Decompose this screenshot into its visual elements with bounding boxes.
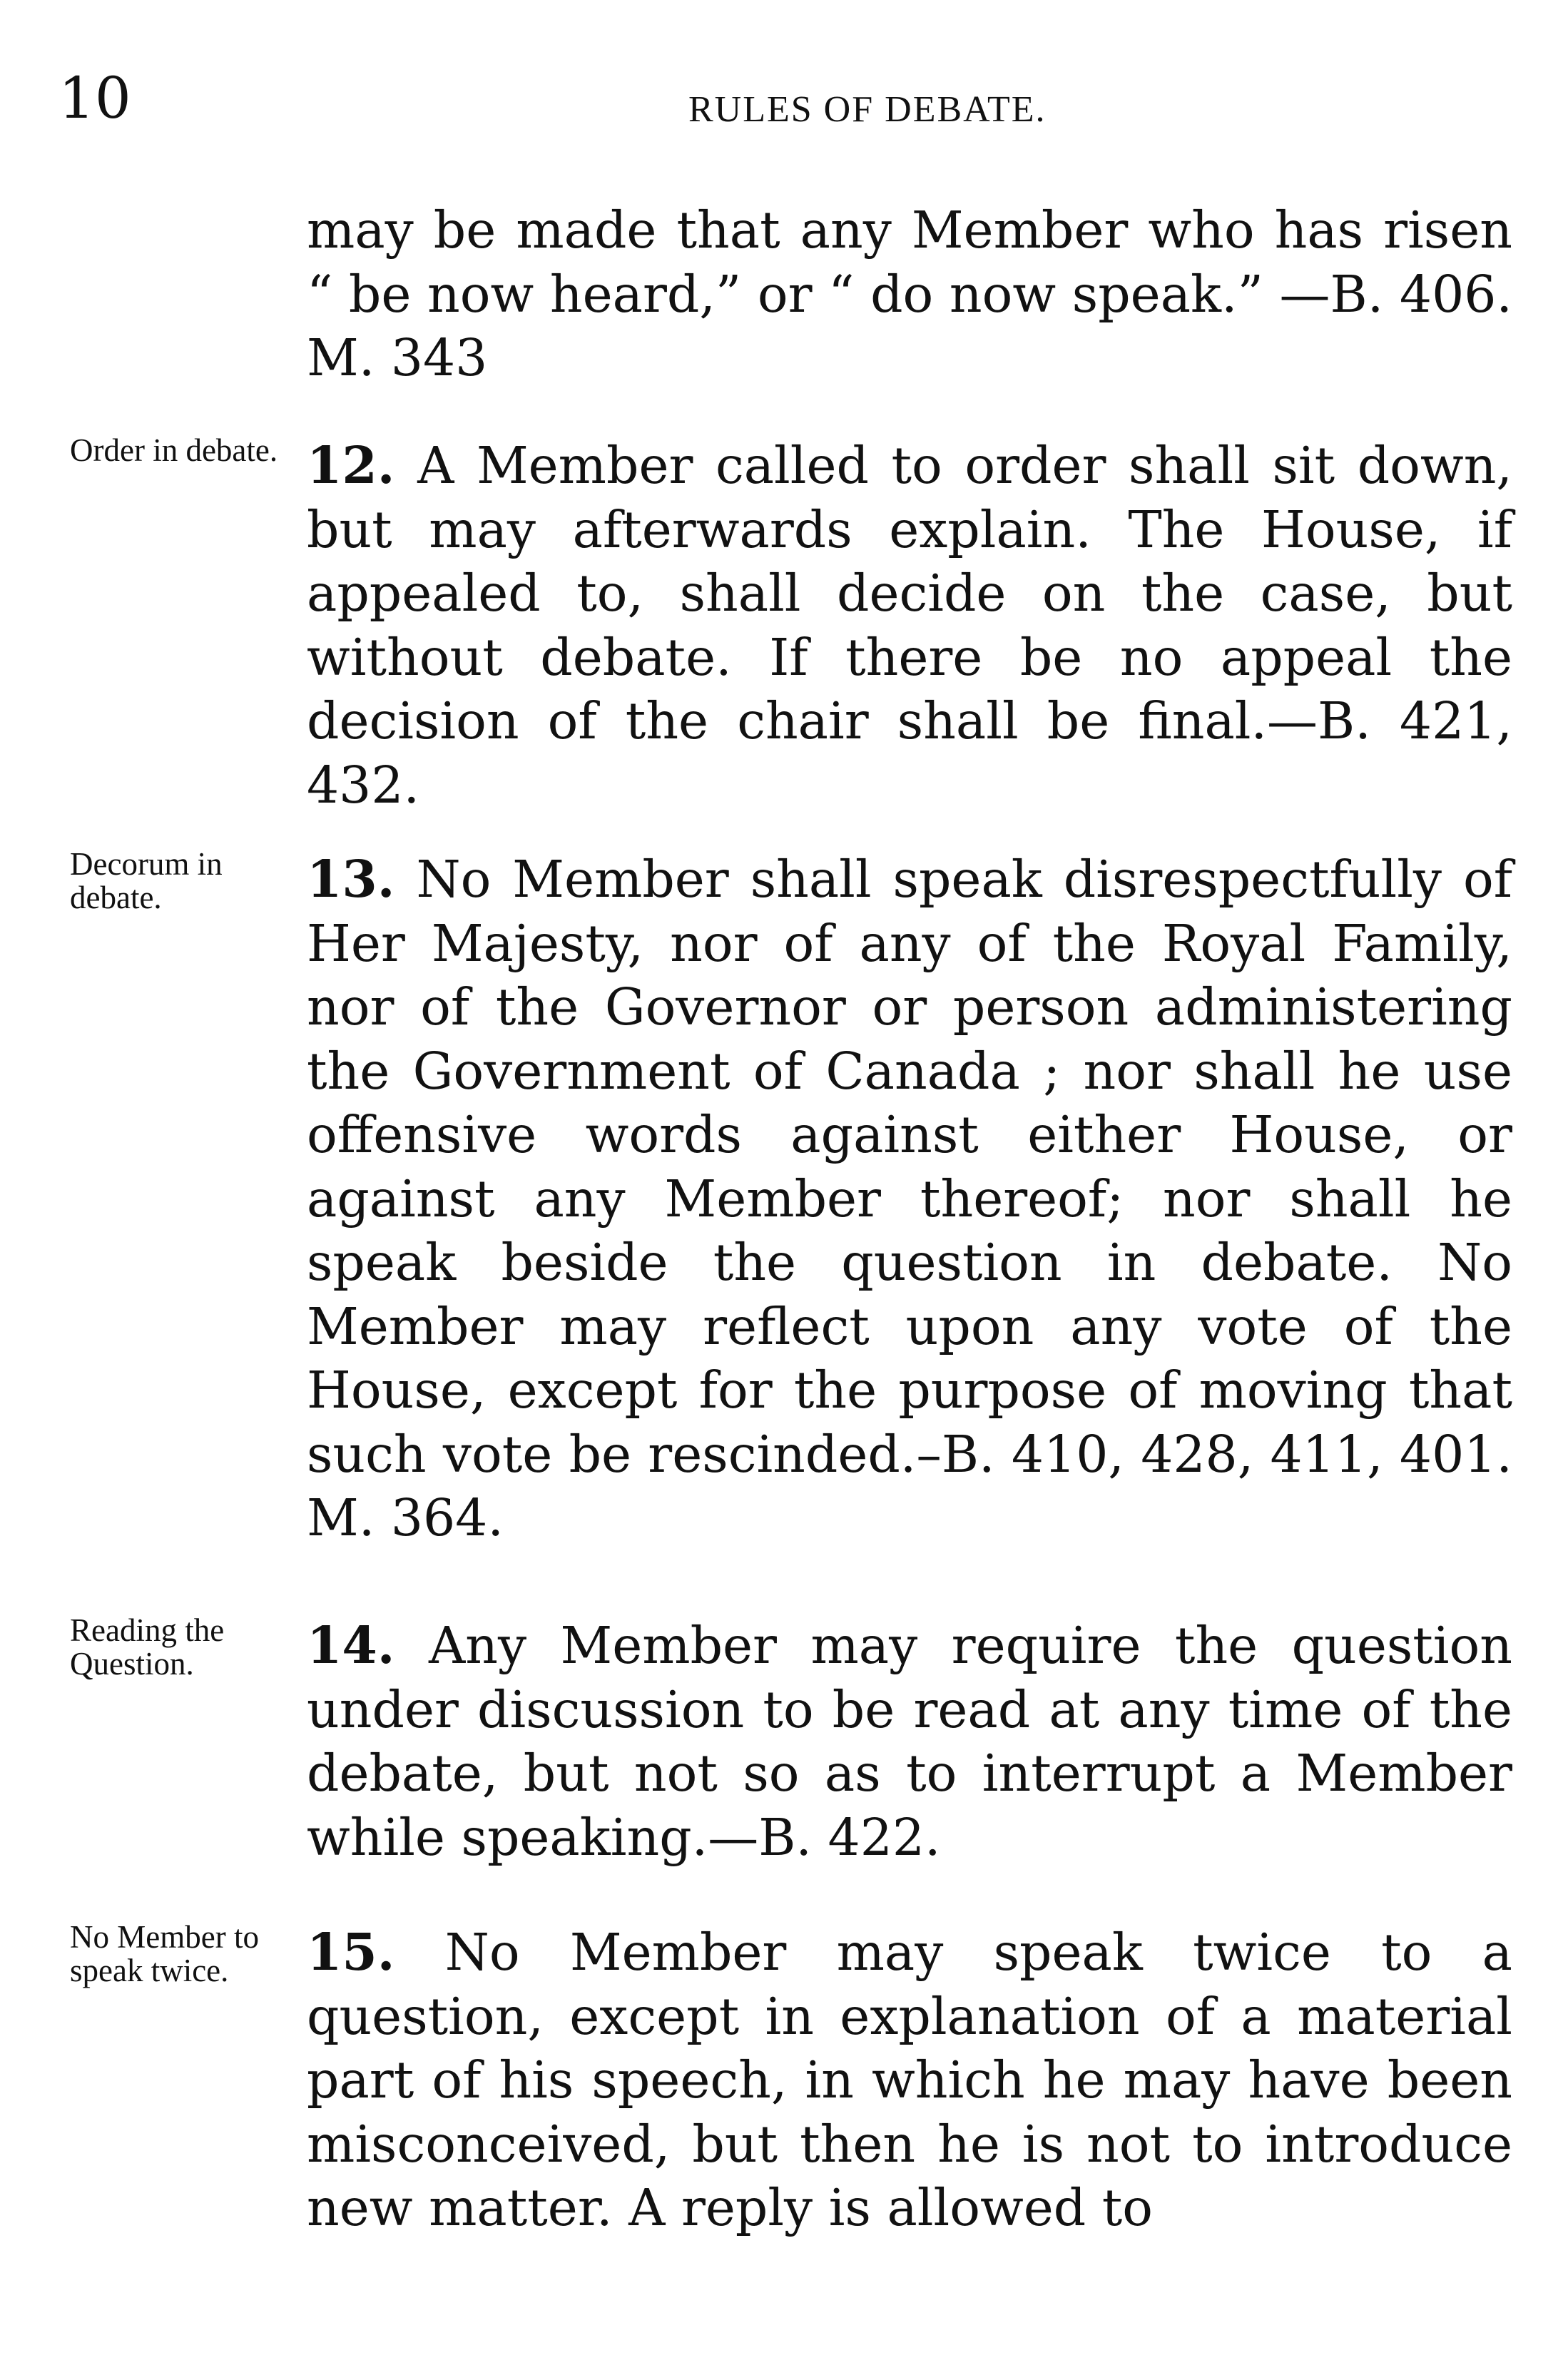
rule-12: [307, 434, 1512, 817]
rule-14: [307, 1614, 1512, 1869]
continuation-paragraph: [307, 198, 1512, 390]
rule-text: A Member called to order shall sit down, but may afterwards explain. The House, if appealed to, shall decide on the case, but without debate. If there be no appeal the decision of the chair shall be final.—B. 421, 432.: [307, 436, 1512, 815]
rule-number: 13.: [307, 849, 395, 909]
rule-number: 12.: [307, 435, 395, 495]
rule-number: 15.: [307, 1922, 395, 1982]
rule-text: Any Member may require the question under discussion to be read at any time of the debate, but not so as to interrupt a Member while speaking.—B. 422.: [307, 1616, 1512, 1867]
sidenote-no-member-to-speak-twice: No Member to speak twice.: [70, 1919, 259, 1988]
rule-number: 14.: [307, 1615, 395, 1675]
rule-text: No Member shall speak disrespectfully of Her Majesty, nor of any of the Royal Family, nor of the Governor or person administering the Government of Canada ; nor shall he use offensive words against either House, or against any Member thereof; nor shall he speak beside the question in debate. No Member may reflect upon any vote of the House, except for the purpose of moving that such vote be rescinded.–B. 410, 428, 411, 401. M. 364.: [307, 850, 1512, 1547]
sidenote-reading-the-question: Reading the Question.: [70, 1612, 225, 1682]
sidenote-decorum-in-debate: Decorum in debate.: [70, 846, 223, 915]
running-title: RULES OF DEBATE.: [688, 89, 1047, 130]
continuation-text: may be made that any Member who has risen “ be now heard,” or “ do now speak.” —B. 406. M. 343: [307, 200, 1512, 387]
sidenote-order-in-debate: Order in debate.: [70, 432, 278, 468]
rule-13: [307, 848, 1512, 1550]
rule-text: No Member may speak twice to a question, except in explanation of a material part of his speech, in which he may have been misconceived, but then he is not to introduce new matter. A reply is allowed to: [307, 1923, 1512, 2237]
rule-15: [307, 1921, 1512, 2240]
page-number: 10: [58, 65, 131, 131]
